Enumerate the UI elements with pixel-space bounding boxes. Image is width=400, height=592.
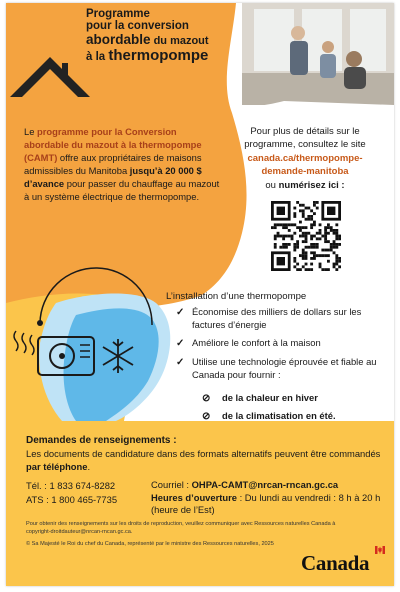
qr-module [310,235,313,238]
qr-module [307,268,310,271]
qr-module [302,226,305,229]
copyright-notice: Pour obtenir des renseignements sur les droits de reproduction, veuillez communiquer avec Ressources naturelles Canada à copyright-droitdauteur@nrcan-rncan.gc.ca. [26,521,336,535]
qr-module [296,240,299,243]
qr-module [274,226,277,229]
qr-module [293,257,296,260]
qr-module [279,235,282,238]
qr-finder-module [277,207,285,215]
qr-module [321,254,324,257]
qr-module [321,268,324,271]
title-line-1: Programme [86,8,150,20]
details-block: Pour plus de détails sur le programme, consultez le site canada.ca/thermopompe-demande-manitoba ou numérisez ici : [244,126,366,191]
qr-module [330,246,333,249]
qr-module [291,235,294,238]
qr-module [305,235,308,238]
qr-module [293,246,296,249]
qr-module [299,254,302,257]
qr-module [324,254,327,257]
qr-module [330,243,333,246]
qr-module [305,218,308,221]
qr-module [277,235,280,238]
qr-module [285,243,288,246]
circle-check-icon: ⊘ [202,393,211,404]
qr-module [338,257,341,260]
qr-module [305,237,308,240]
qr-module [313,243,316,246]
qr-module [302,215,305,218]
qr-module [338,243,341,246]
poster [6,3,394,586]
qr-module [274,237,277,240]
qr-module [327,268,330,271]
qr-module [299,204,302,207]
qr-module [316,254,319,257]
qr-module [310,223,313,226]
qr-module [274,246,277,249]
qr-module [288,235,291,238]
phone-number[interactable]: Tél. : 1 833 674-8282 [26,480,116,491]
qr-module [293,249,296,252]
qr-module [305,226,308,229]
qr-module [324,249,327,252]
qr-module [288,223,291,226]
qr-module [333,263,336,266]
qr-module [330,249,333,252]
qr-module [313,254,316,257]
sub-benefit-heat: ⊘ de la chaleur en hiver [202,389,336,407]
qr-module [302,212,305,215]
qr-module [319,265,322,268]
maple-flag-icon [375,545,385,555]
qr-module [313,221,316,224]
qr-module [335,246,338,249]
qr-module [274,243,277,246]
qr-module [310,263,313,266]
qr-module [305,240,308,243]
qr-module [313,257,316,260]
qr-module [330,226,333,229]
sub-benefit-cooling: ⊘ de la climatisation en été. [202,407,336,425]
checkmark-icon: ✓ [176,338,185,350]
qr-finder-module [327,207,335,215]
office-hours: : Du lundi au vendredi : 8 h à 20 h (heure de l’Est) [151,491,381,516]
qr-module [310,251,313,254]
qr-module [293,223,296,226]
qr-module [299,209,302,212]
qr-module [302,265,305,268]
qr-module [293,207,296,210]
qr-module [333,232,336,235]
title-line-4: à la thermopompe [86,47,209,64]
install-heading: L’installation d’une thermopompe [166,291,307,302]
qr-module [319,232,322,235]
qr-module [335,268,338,271]
qr-module [327,260,330,263]
qr-module [333,246,336,249]
qr-module [285,223,288,226]
qr-module [302,209,305,212]
qr-module [293,260,296,263]
qr-module [327,254,330,257]
qr-module [299,268,302,271]
qr-module [313,251,316,254]
qr-module [338,235,341,238]
qr-module [338,237,341,240]
qr-module [305,263,308,266]
qr-module [307,246,310,249]
qr-module [310,268,313,271]
qr-module [338,265,341,268]
qr-module [307,215,310,218]
qr-module [279,223,282,226]
qr-module [305,254,308,257]
qr-module [313,204,316,207]
qr-module [299,221,302,224]
title-line-2: pour la conversion [86,19,189,32]
qr-module [335,237,338,240]
circle-check-icon: ⊘ [202,410,211,422]
qr-module [313,212,316,215]
qr-module [324,235,327,238]
qr-module [291,223,294,226]
qr-module [324,240,327,243]
qr-module [338,260,341,263]
qr-module [288,243,291,246]
qr-module [313,246,316,249]
qr-module [313,201,316,204]
qr-module [305,257,308,260]
qr-module [335,229,338,232]
program-title [86,9,256,64]
qr-module [335,260,338,263]
intro-paragraph: Le programme pour la Conversion abordable du mazout à la thermopompe (CAMT) offre aux propriétaires de maisons admissibles du Manitoba jusqu’à 20 000 $ d’avance pour passer du chauffage au mazout à un système électrique de thermopompe. [24,126,220,202]
qr-module [293,243,296,246]
qr-module [282,243,285,246]
benefit-item: ✓ Économise des milliers de dollars sur les factures d’énergie [176,306,362,330]
qr-module [296,263,299,266]
qr-module [305,207,308,210]
qr-module [282,226,285,229]
title-line-3: abordable du mazout [86,32,209,47]
qr-finder-module [277,257,285,265]
qr-module [324,229,327,232]
qr-module [319,263,322,266]
qr-module [319,223,322,226]
phone-block [26,479,117,507]
qr-module [333,243,336,246]
qr-module [305,246,308,249]
qr-module [282,246,285,249]
qr-module [299,226,302,229]
qr-module [296,226,299,229]
qr-module [313,223,316,226]
qr-module [291,237,294,240]
qr-module [307,218,310,221]
qr-module [285,226,288,229]
checkmark-icon: ✓ [176,307,185,318]
qr-module [327,249,330,252]
qr-module [305,232,308,235]
qr-module [319,254,322,257]
qr-module [310,226,313,229]
program-link[interactable]: canada.ca/thermopompe-demande-manitoba [247,152,363,178]
qr-module [307,232,310,235]
qr-module [302,249,305,252]
qr-module [316,201,319,204]
qr-module [274,223,277,226]
canada-wordmark: Canada [301,551,370,575]
sub-benefits [202,389,336,425]
qr-module [310,215,313,218]
qr-module [293,232,296,235]
qr-module [316,237,319,240]
qr-module [335,257,338,260]
qr-module [324,237,327,240]
qr-module [296,268,299,271]
qr-module [316,207,319,210]
contact-heading: Demandes de renseignements : [26,435,177,446]
qr-module [335,243,338,246]
qr-module [327,240,330,243]
qr-module [277,232,280,235]
qr-module [333,251,336,254]
qr-module [282,223,285,226]
tty-number[interactable]: ATS : 1 800 465-7735 [26,494,118,506]
qr-module [279,246,282,249]
qr-code[interactable] [271,201,341,271]
benefit-item: ✓ Utilise une technologie éprouvée et fiable au Canada pour fournir : [176,356,377,380]
qr-module [330,229,333,232]
qr-module [282,237,285,240]
details-text: Pour plus de détails sur le programme, consultez le site [244,126,366,151]
qr-module [335,223,338,226]
qr-module [296,243,299,246]
qr-module [302,235,305,238]
qr-module [307,207,310,210]
flame-shape-blue [64,308,159,421]
qr-module [305,268,308,271]
qr-module [302,254,305,257]
qr-module [296,246,299,249]
qr-module [321,249,324,252]
qr-module [316,232,319,235]
qr-module [335,254,338,257]
qr-module [335,235,338,238]
qr-module [310,218,313,221]
qr-module [316,246,319,249]
qr-module [310,243,313,246]
qr-module [313,235,316,238]
qr-module [324,226,327,229]
qr-module [324,268,327,271]
qr-module [327,232,330,235]
checkmark-icon: ✓ [176,357,185,369]
qr-module [310,257,313,260]
qr-module [288,229,291,232]
qr-module [310,237,313,240]
qr-module [321,235,324,238]
qr-module [324,232,327,235]
qr-module [305,251,308,254]
qr-module [293,265,296,268]
qr-module [299,229,302,232]
contact-text: Les documents de candidature dans des formats alternatifs peuvent être commandés par téléphone. [26,448,381,472]
qr-module [333,265,336,268]
qr-module [282,235,285,238]
qr-module [333,240,336,243]
qr-module [310,246,313,249]
qr-module [302,240,305,243]
qr-module [319,237,322,240]
qr-module [296,201,299,204]
qr-module [293,215,296,218]
qr-module [274,235,277,238]
email-hours-block: Courriel : OHPA-CAMT@nrcan-rncan.gc.ca Heures d’ouverture : Du lundi au vendredi : 8 h à 20 h (heure de l’Est) [151,479,381,516]
qr-module [333,229,336,232]
qr-module [302,257,305,260]
qr-module [310,209,313,212]
qr-module [299,235,302,238]
benefits-list [176,306,386,387]
qr-module [271,226,274,229]
benefit-item: ✓ Améliore le confort à la maison [176,337,321,350]
qr-module [327,223,330,226]
qr-module [335,232,338,235]
qr-module [293,212,296,215]
qr-module [335,263,338,266]
qr-module [316,243,319,246]
crown-copyright: © Sa Majesté le Roi du chef du Canada, représenté par le ministre des Ressources naturelles, 2025 [26,541,274,547]
qr-module [277,223,280,226]
qr-module [327,226,330,229]
qr-module [302,232,305,235]
qr-module [285,246,288,249]
qr-module [302,204,305,207]
email-link[interactable]: OHPA-CAMT@nrcan-rncan.gc.ca [191,479,339,490]
qr-module [302,251,305,254]
qr-module [285,235,288,238]
qr-module [319,229,322,232]
